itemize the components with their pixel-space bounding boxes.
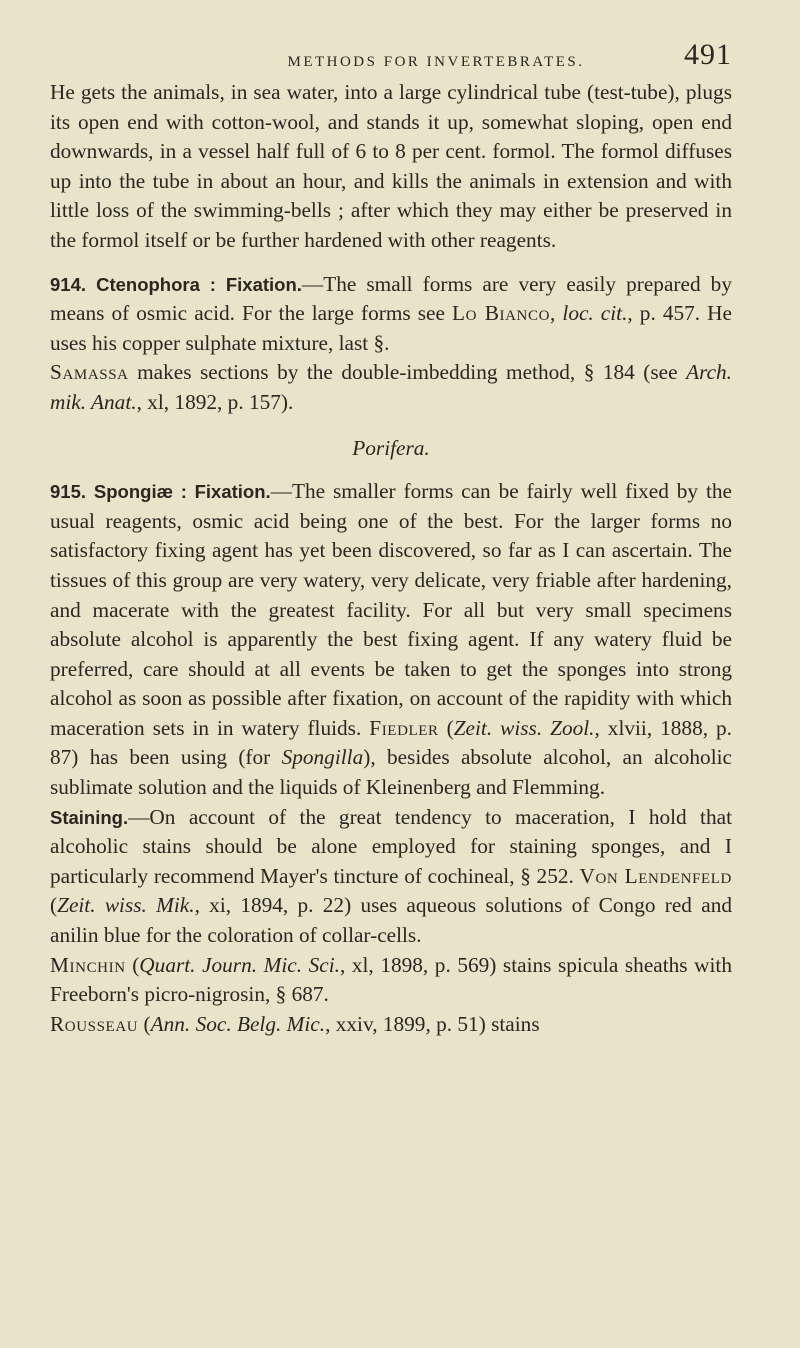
section-number: 914. <box>50 273 87 295</box>
author-name: Von Lendenfeld <box>579 863 732 888</box>
citation: Quart. Journ. Mic. Sci. <box>139 952 340 977</box>
running-title: METHODS FOR INVERTEBRATES. <box>287 54 585 70</box>
paragraph-spongiae <box>50 477 732 803</box>
section-number: 915. <box>50 481 87 503</box>
author-name: Minchin <box>50 952 126 977</box>
running-header <box>50 38 732 78</box>
paragraph-text: He gets the animals, in sea water, into a large cylindrical tube (test-tube), plugs its open end with cotton-wool, and stands it up, somewhat sloping, open end downwards, in a vessel half full of 6 to 8 per cent. formol. The formol diffuses up into the tube in about an hour, and kills the animals in extension and with little loss of the swimming-bells ; after which they may either be preserved in the formol itself or be further hardened with other reagents. <box>50 80 732 252</box>
section-heading: Staining. <box>50 806 129 828</box>
section-heading: Spongiæ : Fixation. <box>93 481 271 503</box>
section-heading: Ctenophora : Fixation. <box>96 273 302 295</box>
paragraph-text: —On account of the great tendency to maceration, I hold that alcoholic stains should be alone employed for staining sponges, and I particularly recommend Mayer's tincture of cochineal, § 252. <box>50 804 732 888</box>
paragraph-text: makes sections by the double-imbedding method, § 184 (see <box>128 360 687 385</box>
paragraph-minchin <box>50 951 732 1010</box>
paragraph-text: , <box>550 301 563 326</box>
paragraph-ctenophora <box>50 270 732 359</box>
paragraph-samassa <box>50 358 732 417</box>
paragraph-text: ( <box>138 1011 151 1036</box>
paragraph-text: , xl, 1898, p. 569) stains spicula sheaths with Freeborn's picro-nigrosin, § 687. <box>50 952 732 1007</box>
author-name: Fiedler <box>369 715 439 740</box>
paragraph-text: , p. 457. He uses his copper sulphate mixture, last §. <box>50 301 732 355</box>
paragraph-text: —The small forms are very easily prepared by means of osmic acid. For the large forms see <box>50 271 732 326</box>
paragraph-rousseau <box>50 1010 732 1040</box>
author-name: Rousseau <box>50 1011 139 1036</box>
page-number: 491 <box>684 38 732 71</box>
paragraph-text: ( <box>438 715 454 740</box>
paragraph-text: , xxiv, 1899, p. 51) stains <box>325 1011 540 1036</box>
citation: Ann. Soc. Belg. Mic. <box>150 1011 326 1036</box>
paragraph-text: , xi, 1894, p. 22) uses aqueous solutions of Congo red and anilin blue for the coloration of collar-cells. <box>50 893 732 948</box>
citation: Zeit. wiss. Mik. <box>57 893 195 918</box>
paragraph-staining <box>50 803 732 951</box>
citation: Zeit. wiss. Zool. <box>453 715 595 740</box>
section-title-porifera: Porifera. <box>352 435 430 460</box>
paragraph-text: , xlvii, 1888, p. 87) has been using (for <box>50 715 732 770</box>
paragraph-text: ), besides absolute alcohol, an alcoholic sublimate solution and the liquids of Kleinenberg and Flemming. <box>50 745 732 800</box>
author-name: Samassa <box>50 360 129 385</box>
citation: Arch. mik. Anat. <box>50 360 732 414</box>
paragraph-formol-method <box>50 78 732 256</box>
author-name: Lo Bianco <box>452 301 551 326</box>
paragraph-text: , xl, 1892, p. 157). <box>136 389 294 414</box>
paragraph-text: ( <box>125 952 140 977</box>
genus-name: Spongilla <box>281 745 364 770</box>
body-text <box>50 78 732 1039</box>
paragraph-text: —The smaller forms can be fairly well fixed by the usual reagents, osmic acid being one of the best. For the larger forms no satisfactory fixing agent has yet been discovered, so far as I can ascertain. The tissues of this group are very watery, very delicate, very friable after hardening, and macerate with the greatest facility. For all but very small specimens absolute alcohol is apparently the best fixing agent. If any watery fluid be preferred, care should at all events be taken to get the sponges into strong alcohol as soon as possible after fixation, on account of the rapidity with which maceration sets in in watery fluids. <box>50 479 732 740</box>
citation: loc. cit. <box>562 301 628 326</box>
paragraph-text: ( <box>50 893 58 918</box>
